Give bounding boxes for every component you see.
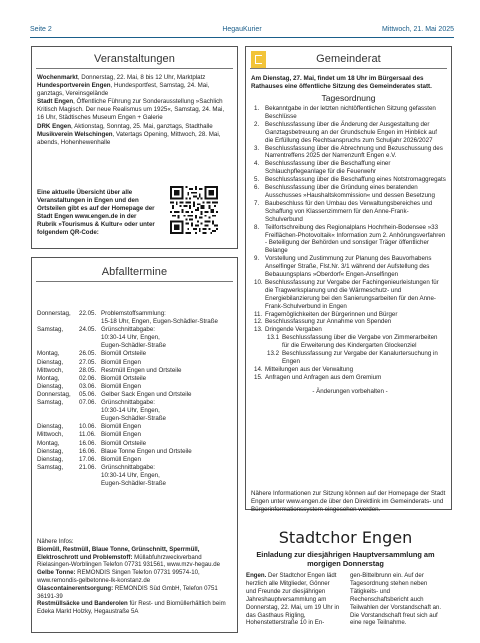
schedule-day: Donnerstag, (37, 310, 71, 317)
agenda-item: 5. Beschlussfassung über die Beschaffung eines Notstromaggregats (254, 176, 446, 184)
qr-code-icon[interactable] (170, 186, 218, 234)
schedule-date: 24.05. (79, 326, 97, 334)
schedule-day: Montag, (37, 350, 60, 358)
schedule-date: 16.06. (79, 439, 97, 447)
issue-date: Mittwoch, 21. Mai 2025 (382, 26, 454, 33)
agenda-item: 11. Fragemöglichkeiten der Bürgerinnen und Bürger (254, 310, 398, 318)
schedule-type: Grünschnittabgabe: (101, 463, 156, 471)
schedule-day: Montag, (37, 374, 60, 382)
schedule-day: Samstag, (37, 399, 64, 407)
schedule-date: 17.06. (79, 455, 97, 463)
agenda-subitem: 13.1 Beschlussfassung über die Vergabe von Zimmerarbeiten für die Erweiterung des Kindergarten Glockenziel (267, 334, 438, 350)
info-label: Nähere Infos: (37, 538, 74, 545)
gemeinderat-box (245, 46, 452, 514)
info-item: Gelbe Tonne: REMONDIS Singen Telefon 07731 99574-10, www.remondis-gelbetonne-lk-konstanz.de (37, 569, 200, 584)
event-item: Wochenmarkt, Donnerstag, 22. Mai, 8 bis 12 Uhr, Marktplatz (37, 74, 206, 81)
abfalltermine-box (31, 257, 238, 633)
info-item: Glascontainerentsorgung: REMONDIS Süd GmbH, Telefon 0751 36191-39 (37, 584, 218, 600)
article-subheadline: Einladung zur diesjährigen Hauptversammlung am morgigen Donnerstag (256, 550, 435, 568)
schedule-type: 10:30-14 Uhr, Engen, (101, 471, 160, 479)
schedule-type: Restmüll Engen und Ortsteile (101, 366, 182, 374)
schedule-type: Biomüll Engen (101, 382, 141, 390)
schedule-type: Biomüll Ortsteile (101, 439, 147, 447)
schedule-day: Dienstag, (37, 358, 64, 366)
schedule-type: Grünschnittabgabe: (101, 326, 156, 334)
event-item: DRK Engen, Aktionstag, Sonntag, 25. Mai, ganztags, Stadthalle (37, 122, 213, 130)
agenda-item: 6. Beschlussfassung über die Gründung eines beratenden Ausschusses »Haushaltskommission« und dessen Besetzung (254, 184, 435, 199)
schedule-day: Mittwoch, (37, 366, 64, 374)
schedule-type: Biomüll Engen (101, 455, 141, 463)
meeting-intro: Am Dienstag, 27. Mai, findet um 18 Uhr im Bürgersaal des Rathauses eine öffentliche Sitzung des Gemeinderates statt. (251, 75, 432, 91)
schedule-date: 27.05. (79, 358, 97, 366)
schedule-date: 05.06. (79, 390, 97, 398)
agenda-subitem: 13.2 Beschlussfassung zur Vergabe der Kanalurtersuchung in Engen (267, 350, 438, 365)
title-divider (36, 281, 233, 282)
agenda-item: 8. Teilfortschreibung des Regionalplans Hochrhein-Bodensee »33 Freiflächen-Photovoltaik« Information zum 2. Anhörungsverfahren - Beteiligung der Behörden und sonstiger Träger öffentlicher Belange (254, 223, 446, 255)
agenda-item: 7. Baubeschluss für den Umbau des Verwaltungsbereiches und Schaffung von Klassenzimmern für den Anne-Frank-Schulverbund (254, 199, 433, 223)
engen-logo-icon (251, 51, 266, 68)
schedule-type: 10:30-14 Uhr, Engen, (101, 407, 160, 415)
page-number: Seite 2 (30, 26, 52, 33)
schedule-date: 07.06. (79, 399, 97, 407)
schedule-day: Donnerstag, (37, 390, 71, 398)
schedule-type: Biomüll Ortsteile (101, 374, 147, 382)
abfalltermine-title: Abfalltermine (101, 266, 168, 278)
newspaper-name: HegauKurier (222, 26, 262, 33)
schedule-type: Blaue Tonne Engen und Ortsteile (101, 447, 192, 455)
agenda-item: 9. Vorstellung und Zustimmung zur Planung des Bauvorhabens Anselfinger Straße, Flst.Nr. 3/1 während der Aufstellung des Bebauungsplans »Oberdorf« Engen-Anselfingen (254, 255, 432, 279)
stadtchor-article (246, 528, 445, 627)
schedule-day: Mittwoch, (37, 431, 64, 439)
schedule-date: 02.06. (79, 374, 97, 382)
overview-promo-text: Eine aktuelle Übersicht über alle Veranstaltungen in Engen und den Ortsteilen gibt es auf der Homepage der Stadt Engen www.engen.de in der Rubrik »Tourismus & Kultur« oder unter folgendem QR-Code: (37, 189, 155, 236)
changes-note: - Änderungen vorbehalten - (312, 387, 388, 395)
gemeinderat-title: Gemeinderat (316, 53, 381, 65)
schedule-type: Gelber Sack Engen und Ortsteile (101, 390, 192, 398)
agenda-item: 4. Beschlussfassung über die Beschaffung einer Schlauchpflegeanlage für die Feuerwehr (254, 160, 391, 176)
agenda-item: 13. Dringende Vergaben (254, 326, 322, 334)
schedule-date: 28.05. (79, 366, 97, 374)
info-item: Biomüll, Restmüll, Blaue Tonne, Grünschnitt, Sperrmüll, Elektroschrott und Problemstoff: Müllabfuhrzweckverband Rielasingen-Worblingen Telefon 07731 931561, www.mzv-hegau.de (37, 545, 221, 569)
veranstaltungen-box (31, 46, 238, 249)
schedule-date: 21.06. (79, 463, 97, 471)
schedule-date: 26.05. (79, 350, 97, 358)
abfall-info (37, 538, 232, 616)
schedule-date: 16.06. (79, 447, 97, 455)
event-item: Hundesportverein Engen, Hundesportfest, Samstag, 24. Mai, ganztags, Vereinsgelände (37, 82, 210, 98)
schedule-type: 10:30-14 Uhr, Engen, (101, 334, 160, 342)
schedule-type: Grünschnittabgabe: (101, 399, 156, 407)
header-rule (30, 37, 454, 38)
veranstaltungen-title: Veranstaltungen (93, 53, 175, 65)
agenda-title: Tagesordnung (321, 93, 376, 103)
schedule-type: Biomüll Engen (101, 423, 141, 431)
schedule-date: 10.06. (79, 423, 97, 431)
schedule-type: Biomüll Ortsteile (101, 350, 147, 358)
agenda-list (254, 105, 446, 396)
schedule-day: Montag, (37, 439, 60, 447)
article-column-2: gen-Bittelbrunn ein. Auf der Tagesordnung stehen neben Tätigkeits- und Rechenschaftsbericht auch Teilwahlen der Vorstandschaft an. Die Vorstandschaft freut sich auf eine rege Teilnahme. (350, 572, 442, 627)
schedule-date: 03.06. (79, 382, 97, 390)
agenda-item: 14. Mitteilungen aus der Verwaltung (254, 365, 354, 373)
schedule-date: 22.05. (79, 310, 97, 317)
schedule-type: Eugen-Schädler-Straße (101, 342, 167, 350)
schedule-day: Dienstag, (37, 382, 64, 390)
schedule-type: 15-18 Uhr, Engen, Eugen-Schädler-Straße (101, 318, 218, 326)
article-headline: Stadtchor Engen (278, 528, 413, 547)
schedule-type: Eugen-Schädler-Straße (101, 479, 167, 487)
meeting-info-footer: Nähere Informationen zur Sitzung können auf der Homepage der Stadt Engen unter www.engen.de über den Direktlink im Gemeinderats- und Bürgerinformationssystem eingesehen werden. (251, 490, 446, 514)
agenda-item: 15. Anfragen und Anfragen aus dem Gremium (254, 373, 382, 381)
schedule-type: Problemstoffsammlung: (101, 310, 166, 317)
schedule-type: Biomüll Engen (101, 431, 141, 439)
info-item: Restmüllsäcke und Banderolen für Rest- und Biomüllerhältlich beim Edeka Markt Holzky, Hegaustraße 5A (37, 600, 226, 616)
title-divider (250, 68, 447, 69)
schedule-date: 11.06. (79, 431, 96, 439)
schedule-day: Dienstag, (37, 423, 64, 431)
article-column-1: Engen. Der Stadtchor Engen lädt herzlich alle Mitglieder, Gönner und Freunde zur diesjährigen Jahreshauptversammlung am Donnerstag, 22. Mai, um 19 Uhr in das Gasthaus Rigling, Hohenstetterstraße 10 in En- (246, 572, 340, 627)
schedule-type: Eugen-Schädler-Straße (101, 415, 167, 423)
schedule-type: Biomüll Engen (101, 358, 141, 366)
schedule-day: Samstag, (37, 463, 64, 471)
schedule-day: Samstag, (37, 326, 64, 334)
agenda-item: 2. Beschlussfassung über die Änderung der Ausgestaltung der Ganztagsbetreuung an der Grundschule Engen im Hinblick auf die Erfüllung des Rechtsanspruchs zum Schuljahr 2026/2027 (254, 120, 437, 144)
event-list (37, 74, 232, 147)
agenda-item: 10. Beschlussfassung zur Vergabe der Fachingenieurleistungen für die Tragwerksplanung und die Wärmeschutz- und Energiebilanzierung bei den Sanierungsarbeiten für den Anne-Frank-Schulverbund in Engen (254, 278, 439, 310)
agenda-item: 1. Bekanntgabe in der letzten nichtöffentlichen Sitzung gefassten Beschlüsse (254, 105, 436, 120)
schedule-day: Dienstag, (37, 447, 64, 455)
agenda-item: 12. Beschlussfassung zur Annahme von Spenden (254, 318, 392, 326)
event-item: Stadt Engen, Öffentliche Führung zur Sonderausstellung »Sachlich Kritisch Magisch. Der neue Realismus um 1925«, Samstag, 24. Mai, 16 Uhr, Städtisches Museum Engen + Galerie (37, 98, 225, 122)
agenda-item: 3. Beschlussfassung über die Abrechnung und Bezuschussung des Narrentreffens 2025 der Narrenzunft Engen e.V. (254, 144, 443, 160)
schedule-day: Dienstag, (37, 455, 64, 463)
event-item: Musikverein Welschingen, Vatertags Opening, Mittwoch, 28. Mai, abends, Hohenhewenhalle (37, 130, 221, 146)
title-divider (36, 68, 233, 69)
